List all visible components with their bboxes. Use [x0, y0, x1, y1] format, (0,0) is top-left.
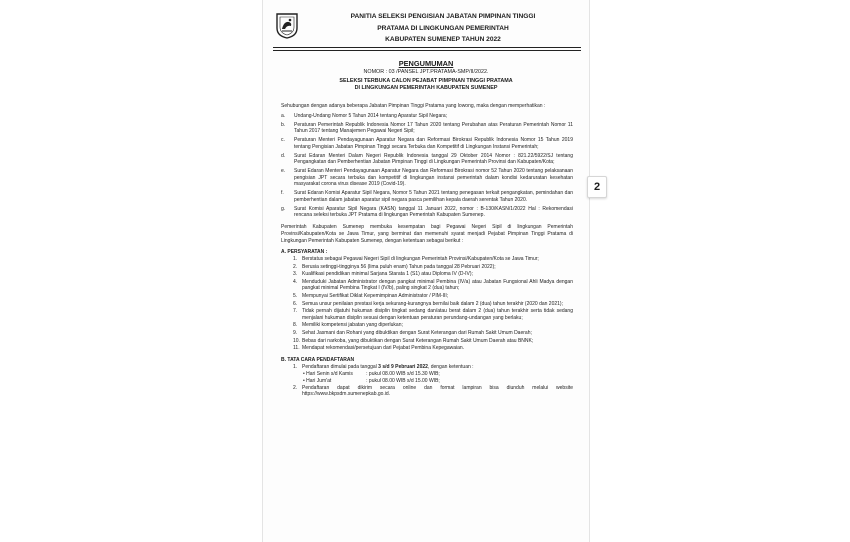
item-marker: d. [281, 152, 286, 159]
requirement-item [293, 264, 573, 271]
regency-emblem-icon [275, 11, 299, 39]
considerations-list [281, 113, 573, 219]
item-marker: 2. [293, 384, 298, 391]
consideration-item [281, 113, 573, 120]
requirement-item [293, 301, 573, 308]
item-text: Mempunyai Sertifikat Diklat Kepemimpinan Administrator / PIM-III; [302, 293, 449, 299]
item-marker: e. [281, 168, 286, 174]
requirements-list [281, 256, 573, 352]
registration-item [293, 364, 573, 371]
item-text: Semua unsur penilaian prestasi kerja sekurang-kurangnya bernilai baik dalam 2 (dua) tahun terakhir (2020 dan 2021); [302, 300, 563, 307]
item-marker: 2. [293, 263, 298, 270]
consideration-item [281, 206, 573, 219]
item-text: Sehat Jasmani dan Rohani yang dibuktikan dengan Surat Keterangan dari Rumah Sakit Umum Daerah; [302, 330, 532, 337]
item-text: Undang-Undang Nomor 5 Tahun 2014 tentang Aparatur Sipil Negara; [294, 112, 448, 119]
item-text: Kualifikasi pendidikan minimal Sarjana Starata 1 (S1) atau Diploma IV (D-IV); [302, 271, 473, 278]
item-marker: 4. [293, 278, 298, 285]
schedule-time: : pukul 08.00 WIB s/d 15.00 WIB; [366, 377, 440, 384]
item-marker: c. [281, 137, 285, 143]
schedule-row [303, 378, 573, 385]
requirement-item [293, 338, 573, 345]
item-marker: a. [281, 112, 286, 119]
document-body [281, 103, 573, 399]
requirement-item [293, 256, 573, 263]
item-text: Memiliki kompetensi jabatan yang diperlukan; [302, 322, 403, 329]
item-marker: 1. [293, 363, 298, 370]
item-text: Berusia setinggi-tingginya 56 (lima puluh enam) Tahun pada tanggal 28 Pebruari 2022); [302, 263, 496, 270]
requirement-item [293, 293, 573, 300]
intro-paragraph: Sehubungan dengan adanya beberapa Jabatan Pimpinan Tinggi Pratama yang lowong, maka dengan memperhatikan : [281, 103, 546, 109]
item-text: Surat Edaran Menteri Pendayagunaan Aparatur Negara dan Reformasi Birokrasi nomor 52 Tahun 2020 tentang pelaksanaan pengisian JPT secara terbuka dan kompetitif di lingkungan instansi pemerintah dalam kondisi kedaruratan kesehatan masyarakat corona virus disease 2019 (Covid-19). [294, 168, 573, 188]
letterhead [303, 11, 583, 46]
subject-line-2: DI LINGKUNGAN PEMERINTAH KABUPATEN SUMENEP [354, 85, 498, 92]
requirement-item [293, 279, 573, 292]
item-marker: 8. [293, 322, 298, 329]
item-text: Surat Komisi Aparatur Sipil Negara (KASN) tanggal 11 Januari 2022, nomor : B-130/KASN/1/2022 Hal : Rekomendasi rencana seleksi terbuka JPT Pratama di lingkungan Pemerintah Kabupaten Sumenep. [294, 205, 573, 219]
consideration-item [281, 190, 573, 203]
registration-item [293, 385, 573, 398]
letterhead-line-3: KABUPATEN SUMENEP TAHUN 2022 [385, 36, 501, 43]
item-text-suffix: , dengan ketentuan : [427, 363, 474, 370]
item-text: Menduduki Jabatan Administrator dengan pangkat minimal Pembina (IV/a) atau Jabatan Fungsional Ahli Madya dengan pangkat minimal Pembina Tingkat I (IV/b), paling singkat 2 (dua) tahun; [302, 278, 573, 292]
schedule-row [303, 371, 573, 378]
section-b-title: B. TATA CARA PENDAFTARAN [281, 356, 355, 363]
registration-list [281, 364, 573, 371]
section-a-title: A. PERSYARATAN : [281, 249, 328, 256]
item-text: Mendapat rekomendasi/persetujuan dari Pejabat Pembina Kepegawaian. [302, 345, 465, 352]
item-text: Peraturan Menteri Pendayagunaan Aparatur Negara dan Reformasi Birokrasi Republik Indonesia Nomor 15 Tahun 2019 tentang Pengisian Jabatan Pimpinan Tinggi secara Terbuka dan Kompetitif di Lingkungan Instansi Pemerintah; [294, 137, 573, 150]
document-subject [263, 78, 589, 93]
consideration-item [281, 168, 573, 188]
letterhead-line-1: PANITIA SELEKSI PENGISIAN JABATAN PIMPINAN TINGGI [350, 13, 536, 20]
item-marker: g. [281, 205, 286, 212]
item-marker: 7. [293, 308, 298, 315]
consideration-item [281, 137, 573, 150]
requirement-item [293, 345, 573, 352]
registration-list-cont [281, 385, 573, 398]
consideration-item [281, 153, 573, 166]
page-number-badge: 2 [587, 176, 607, 198]
document-page [262, 0, 590, 542]
item-marker: 9. [293, 330, 298, 337]
requirement-item [293, 308, 573, 321]
letterhead-line-2: PRATAMA DI LINGKUNGAN PEMERINTAH [377, 24, 509, 32]
requirement-item [293, 330, 573, 337]
schedule-time: : pukul 08.00 WIB s/d 15.30 WIB; [366, 371, 440, 378]
schedule-day: Hari Senin s/d Kamis [306, 371, 353, 378]
document-title: PENGUMUMAN [398, 59, 454, 68]
item-text: Pendaftaran dapat dikirim secara online dan format lampiran bisa diunduh melalui website https://www.bkpsdm.sumenepkab.go.id. [302, 384, 573, 398]
item-text: Surat Edaran Komisi Aparatur Sipil Negara, Nomor 5 Tahun 2021 tentang penegasan terkait pengangkatan, pemindahan dan pemberhentian dalam jabatan aparatur sipil negara pasca pemilihan kepala daerah serentak Tahun 2020. [294, 190, 573, 203]
bullet-icon: • [303, 371, 307, 378]
announcement-paragraph: Pemerintah Kabupaten Sumenep membuka kesempatan bagi Pegawai Negeri Sipil di lingkungan Pemerintah Provinsi/Kabupaten/Kota se Jawa Timur, yang berminat dan memenuhi syarat menjadi Pejabat Pimpinan Tinggi Pratama di Lingkungan Pemerintah Kabupaten Sumenep, dengan ketentuan sebagai berikut : [281, 224, 573, 244]
item-marker: 1. [293, 255, 298, 262]
item-text: Berstatus sebagai Pegawai Negeri Sipil di lingkungan Pemerintah Provinsi/Kabupaten/Kota se Jawa Timur; [302, 255, 539, 262]
registration-dates: 3 s/d 9 Pebruari 2022 [378, 363, 428, 370]
subject-line-1: SELEKSI TERBUKA CALON PEJABAT PIMPINAN TINGGI PRATAMA [339, 78, 513, 84]
schedule-list [281, 371, 573, 384]
schedule-day: Hari Jum'at [306, 377, 332, 384]
requirement-item [293, 271, 573, 278]
document-number: NOMOR : 03 /PANSEL JPT.PRATAMA-SMP/II/2022. [363, 69, 489, 75]
consideration-item [281, 122, 573, 135]
item-marker: 6. [293, 300, 298, 307]
bullet-icon: • [303, 377, 307, 384]
letterhead-divider-thin [273, 50, 581, 51]
letterhead-divider-thick [273, 47, 581, 48]
requirement-item [293, 322, 573, 329]
item-text: Surat Edaran Menteri Dalam Negeri Republik Indonesia tanggal 29 Oktober 2014 Nomor : 821.22/5922/SJ tentang Pengangkatan dan Pemberhentian Jabatan Pimpinan Tinggi di Lingkungan Pemerintah Provinsi dan Kabupaten/Kota; [294, 152, 573, 166]
item-marker: 10. [293, 337, 300, 344]
item-marker: 11. [293, 345, 300, 352]
item-marker: b. [281, 121, 286, 128]
item-text: Tidak pernah dijatuhi hukuman disiplin tingkat sedang dan/atau berat dalam 2 (dua) tahun terakhir serta tidak sedang menjalani hukuman disiplin sesuai dengan ketentuan peraturan perundang-undangan yang berlaku; [302, 308, 573, 321]
item-marker: 3. [293, 271, 298, 278]
item-marker: 5. [293, 293, 298, 299]
item-text: Bebas dari narkoba, yang dibuktikan dengan Surat Keterangan Rumah Sakit Umum Daerah atau BNNK; [302, 337, 534, 344]
item-text: Pendaftaran dimulai pada tanggal [302, 363, 377, 370]
item-text: Peraturan Pemerintah Republik Indonesia Nomor 17 Tahun 2020 tentang Perubahan atas Peraturan Pemerintah Nomor 11 Tahun 2017 tentang Manajemen Pegawai Negeri Sipil; [294, 121, 573, 135]
item-marker: f. [281, 190, 284, 197]
